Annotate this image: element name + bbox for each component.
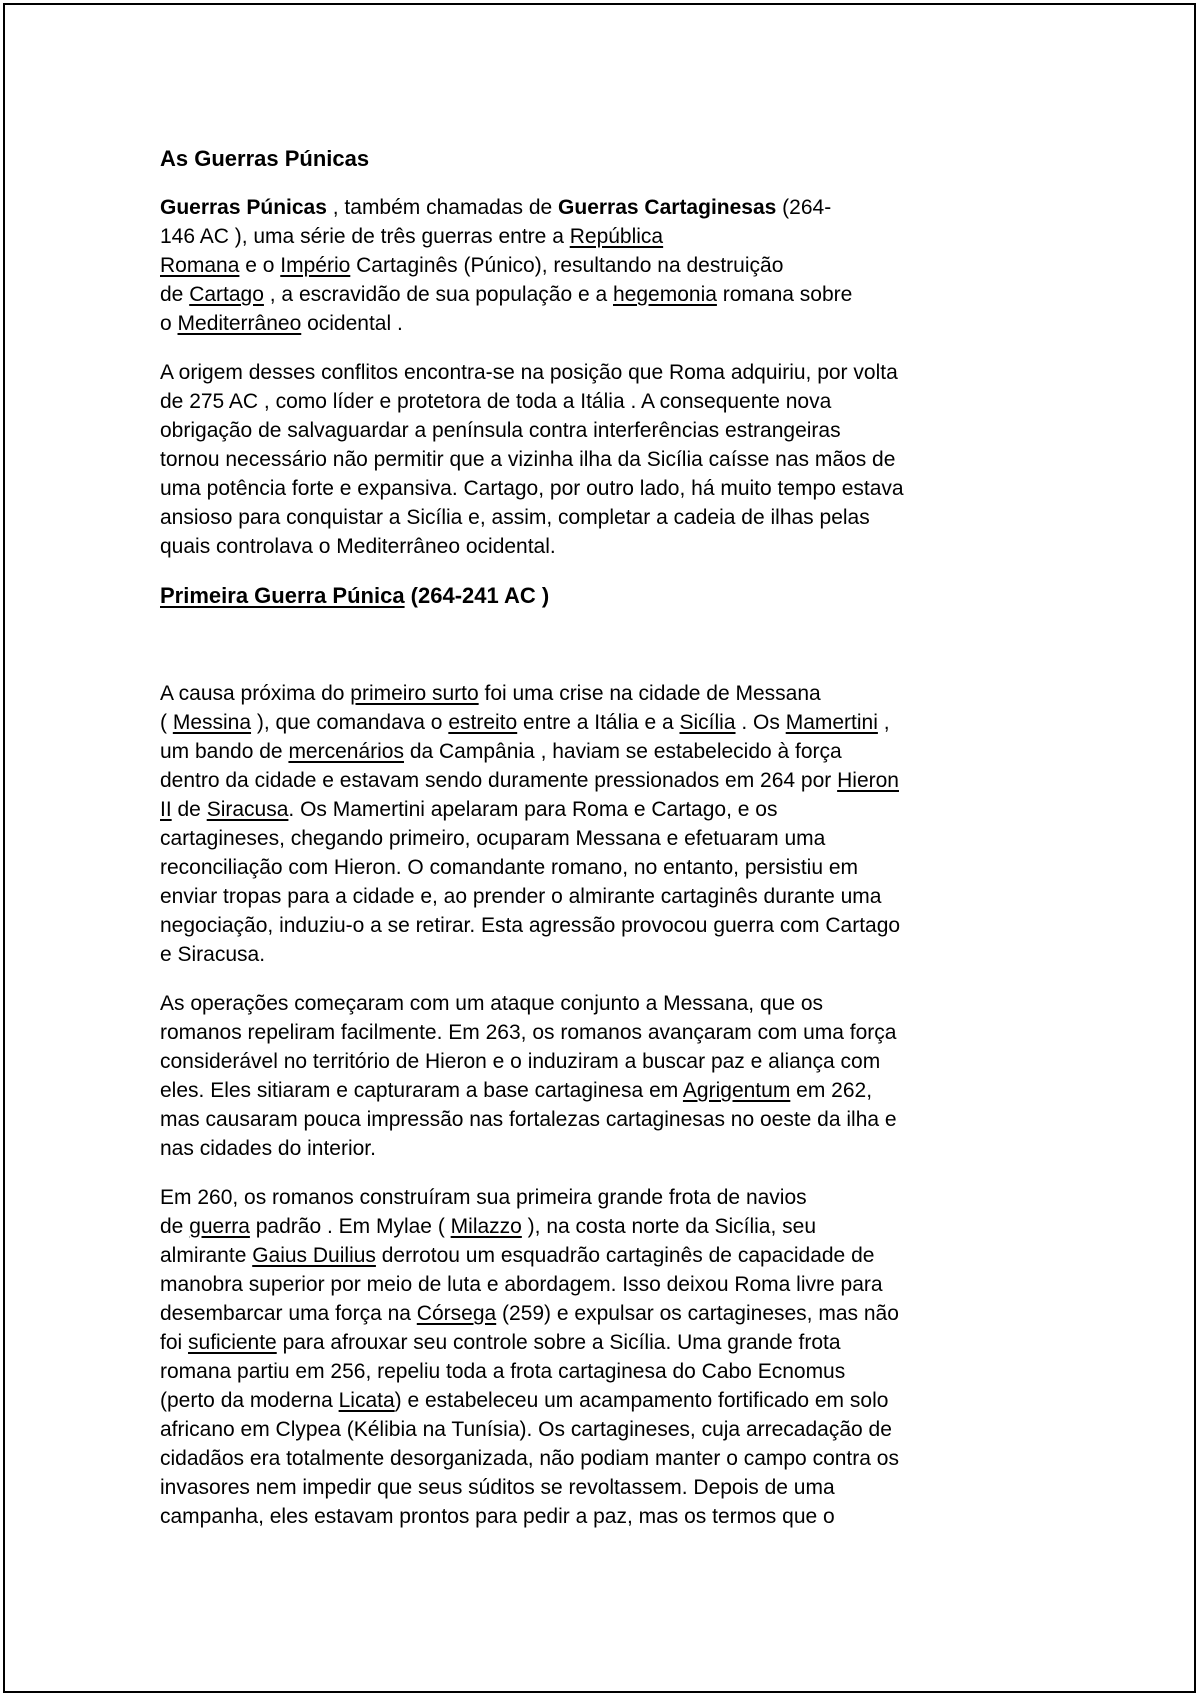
- underlined-text: Mediterrâneo: [177, 312, 302, 335]
- underlined-text: Gaius Duilius: [252, 1244, 376, 1267]
- underlined-text: primeiro surto: [350, 682, 479, 705]
- text-run: romanos repeliram facilmente. Em 263, os romanos avançaram com uma força: [160, 1021, 897, 1044]
- text-line: [160, 280, 1030, 309]
- underlined-text: guerra: [189, 1215, 250, 1238]
- bold-text: As Guerras Púnicas: [160, 146, 370, 171]
- text-line: [160, 1357, 1030, 1386]
- text-line: [160, 358, 1030, 387]
- text-line: [160, 1415, 1030, 1444]
- text-line: [160, 737, 1030, 766]
- text-run: . Os: [735, 711, 786, 734]
- text-run: reconciliação com Hieron. O comandante romano, no entanto, persistiu em: [160, 856, 859, 879]
- text-run: romana sobre: [716, 283, 853, 306]
- document-title: [160, 144, 1030, 173]
- blank-line: [160, 630, 1030, 659]
- text-run: de: [160, 1215, 190, 1238]
- text-line: [160, 309, 1030, 338]
- text-run: e Siracusa.: [160, 943, 266, 966]
- text-line: [160, 940, 1030, 969]
- text-line: [160, 193, 1030, 222]
- text-run: almirante: [160, 1244, 253, 1267]
- text-line: [160, 1473, 1030, 1502]
- underlined-text: Messina: [172, 711, 252, 734]
- text-line: [160, 1212, 1030, 1241]
- underlined-text: estreito: [448, 711, 518, 734]
- underlined-text: hegemonia: [613, 283, 717, 306]
- text-run: de: [171, 798, 207, 821]
- text-run: um bando de: [160, 740, 289, 763]
- text-line: [160, 251, 1030, 280]
- text-run: A origem desses conflitos encontra-se na posição que Roma adquiriu, por volta: [160, 361, 898, 384]
- text-run: desembarcar uma força na: [160, 1302, 417, 1325]
- text-run: , a escravidão de sua população e a: [263, 283, 613, 306]
- text-run: padrão . Em Mylae (: [249, 1215, 451, 1238]
- underlined-text: Sicília: [679, 711, 736, 734]
- text-line: [160, 581, 1030, 610]
- underlined-text: Licata: [338, 1389, 395, 1412]
- text-run: (264-: [776, 196, 832, 219]
- text-run: cidadãos era totalmente desorganizada, não podiam manter o campo contra os: [160, 1447, 899, 1470]
- paragraph-operacoes: [160, 989, 1030, 1163]
- text-run: quais controlava o Mediterrâneo ocidental.: [160, 535, 556, 558]
- text-run: . Os Mamertini apelaram para Roma e Cartago, e os: [288, 798, 778, 821]
- text-run: (259) e expulsar os cartagineses, mas não: [496, 1302, 899, 1325]
- text-run: campanha, eles estavam prontos para pedir a paz, mas os termos que o: [160, 1505, 835, 1528]
- text-line: [160, 1328, 1030, 1357]
- text-line: [160, 1444, 1030, 1473]
- text-run: foi uma crise na cidade de Messana: [478, 682, 821, 705]
- text-line: [160, 1299, 1030, 1328]
- bold-text: (264-241 AC ): [404, 583, 550, 608]
- text-run: o: [160, 312, 178, 335]
- text-line: [160, 882, 1030, 911]
- text-line: [160, 445, 1030, 474]
- underlined-text: Cartago: [189, 283, 264, 306]
- text-line: [160, 630, 1030, 659]
- text-run: enviar tropas para a cidade e, ao prender o almirante cartaginês durante uma: [160, 885, 882, 908]
- text-run: A causa próxima do: [160, 682, 351, 705]
- text-line: [160, 824, 1030, 853]
- text-line: [160, 416, 1030, 445]
- text-run: , também chamadas de: [326, 196, 559, 219]
- text-line: [160, 1502, 1030, 1531]
- bold-text: Guerras Cartaginesas: [558, 196, 777, 219]
- text-line: [160, 1018, 1030, 1047]
- underlined-text: Primeira Guerra Púnica: [160, 583, 405, 608]
- text-run: invasores nem impedir que seus súditos se revoltassem. Depois de uma: [160, 1476, 835, 1499]
- underlined-text: Siracusa: [206, 798, 289, 821]
- paragraph-origem: [160, 358, 1030, 561]
- text-run: As operações começaram com um ataque conjunto a Messana, que os: [160, 992, 824, 1015]
- text-run: cartagineses, chegando primeiro, ocuparam Messana e efetuaram uma: [160, 827, 826, 850]
- text-run: (: [160, 711, 173, 734]
- text-run: ansioso para conquistar a Sicília e, assim, completar a cadeia de ilhas pelas: [160, 506, 870, 529]
- text-line: [160, 144, 1030, 173]
- text-line: [160, 1047, 1030, 1076]
- text-run: manobra superior por meio de luta e abordagem. Isso deixou Roma livre para: [160, 1273, 883, 1296]
- text-line: [160, 679, 1030, 708]
- underlined-text: Córsega: [416, 1302, 497, 1325]
- text-line: [160, 766, 1030, 795]
- underlined-text: II: [160, 798, 172, 821]
- text-run: (perto da moderna: [160, 1389, 339, 1412]
- text-line: [160, 1105, 1030, 1134]
- text-line: [160, 1270, 1030, 1299]
- text-run: da Campânia , haviam se estabelecido à força: [403, 740, 842, 763]
- bold-text: Guerras Púnicas: [160, 196, 327, 219]
- text-run: romana partiu em 256, repeliu toda a frota cartaginesa do Cabo Ecnomus: [160, 1360, 846, 1383]
- text-run: tornou necessário não permitir que a vizinha ilha da Sicília caísse nas mãos de: [160, 448, 896, 471]
- underlined-text: Império: [280, 254, 351, 277]
- underlined-text: Mamertini: [785, 711, 878, 734]
- section-heading-primeira-guerra: [160, 581, 1030, 610]
- text-run: obrigação de salvaguardar a península contra interferências estrangeiras: [160, 419, 841, 442]
- text-line: [160, 222, 1030, 251]
- document-content: [160, 144, 1030, 1551]
- text-line: [160, 708, 1030, 737]
- text-line: [160, 1183, 1030, 1212]
- underlined-text: mercenários: [288, 740, 404, 763]
- text-run: de 275 AC , como líder e protetora de toda a Itália . A consequente nova: [160, 390, 832, 413]
- text-line: [160, 474, 1030, 503]
- underlined-text: Romana: [160, 254, 240, 277]
- text-run: considerável no território de Hieron e o induziram a buscar paz e aliança com: [160, 1050, 881, 1073]
- text-run: 146 AC ), uma série de três guerras entre a: [160, 225, 570, 248]
- text-run: foi: [160, 1331, 189, 1354]
- text-line: [160, 503, 1030, 532]
- underlined-text: Hieron: [837, 769, 899, 792]
- text-line: [160, 1241, 1030, 1270]
- text-line: [160, 989, 1030, 1018]
- text-line: [160, 795, 1030, 824]
- text-line: [160, 532, 1030, 561]
- text-run: ,: [877, 711, 890, 734]
- paragraph-intro: [160, 193, 1030, 338]
- text-run: e o: [239, 254, 281, 277]
- text-run: dentro da cidade e estavam sendo duramente pressionados em 264 por: [160, 769, 838, 792]
- paragraph-causa: [160, 679, 1030, 969]
- text-run: negociação, induziu-o a se retirar. Esta agressão provocou guerra com Cartago: [160, 914, 901, 937]
- text-run: ), na costa norte da Sicília, seu: [521, 1215, 816, 1238]
- text-run: ) e estabeleceu um acampamento fortificado em solo: [394, 1389, 889, 1412]
- text-run: Cartaginês (Púnico), resultando na destruição: [350, 254, 784, 277]
- text-line: [160, 853, 1030, 882]
- underlined-text: Milazzo: [450, 1215, 522, 1238]
- text-line: [160, 387, 1030, 416]
- text-run: para afrouxar seu controle sobre a Sicília. Uma grande frota: [276, 1331, 841, 1354]
- text-line: [160, 911, 1030, 940]
- underlined-text: Agrigentum: [682, 1079, 791, 1102]
- text-run: em 262,: [790, 1079, 873, 1102]
- text-run: Em 260, os romanos construíram sua primeira grande frota de navios: [160, 1186, 807, 1209]
- underlined-text: suficiente: [188, 1331, 277, 1354]
- text-run: nas cidades do interior.: [160, 1137, 376, 1160]
- text-run: uma potência forte e expansiva. Cartago, por outro lado, há muito tempo estava: [160, 477, 904, 500]
- underlined-text: República: [569, 225, 664, 248]
- text-run: de: [160, 283, 190, 306]
- text-run: mas causaram pouca impressão nas fortalezas cartaginesas no oeste da ilha e: [160, 1108, 897, 1131]
- text-line: [160, 1386, 1030, 1415]
- text-run: entre a Itália e a: [517, 711, 680, 734]
- text-line: [160, 1134, 1030, 1163]
- text-run: derrotou um esquadrão cartaginês de capacidade de: [375, 1244, 875, 1267]
- text-line: [160, 1076, 1030, 1105]
- text-run: ), que comandava o: [251, 711, 449, 734]
- text-run: africano em Clypea (Kélibia na Tunísia). Os cartagineses, cuja arrecadação de: [160, 1418, 892, 1441]
- text-run: ocidental .: [301, 312, 403, 335]
- paragraph-frota: [160, 1183, 1030, 1531]
- text-run: eles. Eles sitiaram e capturaram a base cartaginesa em: [160, 1079, 683, 1102]
